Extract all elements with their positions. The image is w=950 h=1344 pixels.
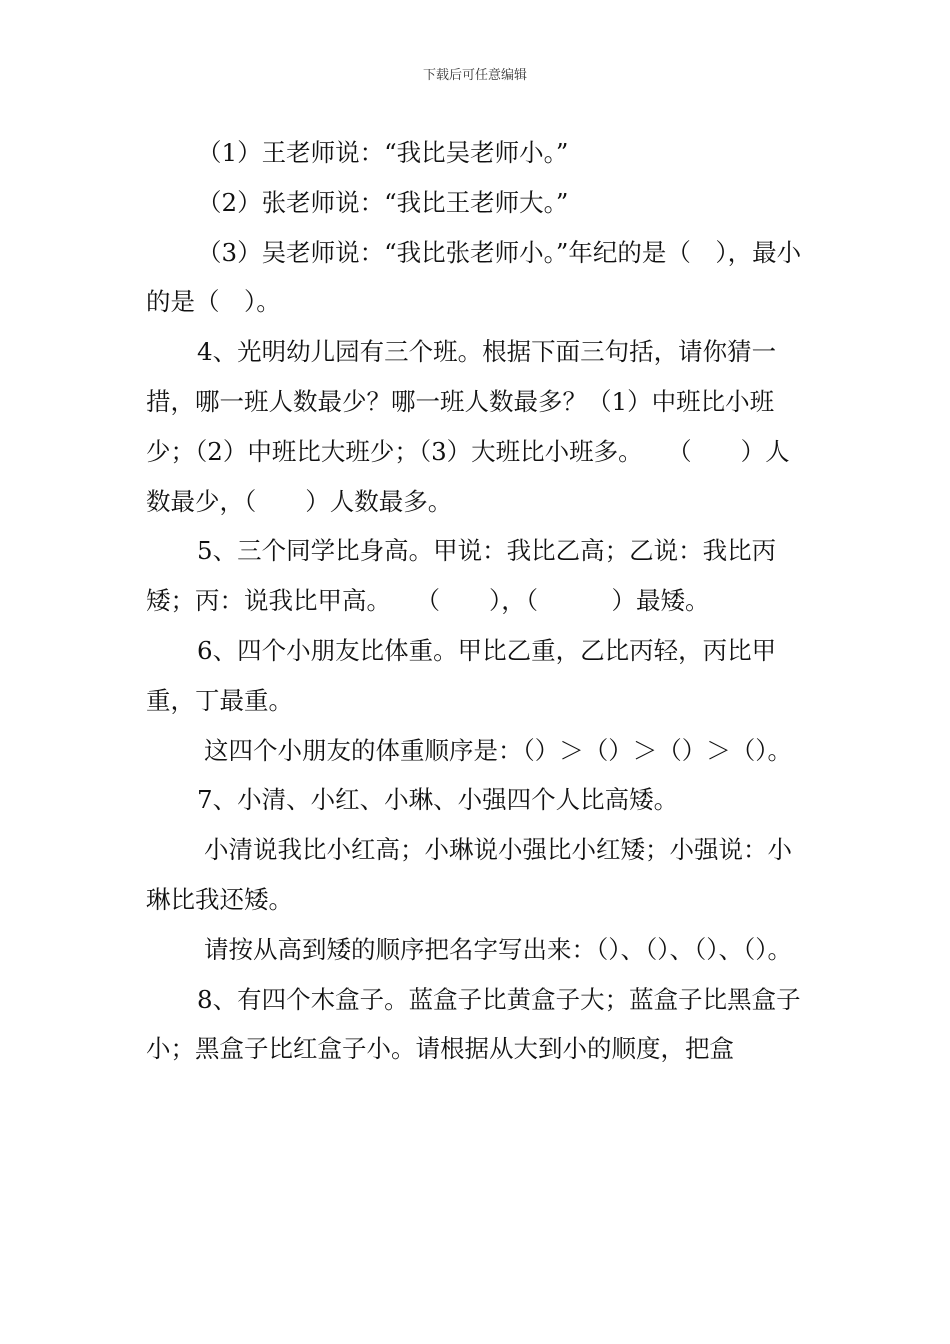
paragraph-question-6: 6、四个小朋友比体重。甲比乙重，乙比丙轻，丙比甲重，丁最重。 (146, 635, 777, 715)
paragraph-question-5: 5、三个同学比身高。甲说：我比乙高；乙说：我比丙矮；丙：说我比甲高。 （ ），（ ）最矮。 (146, 536, 777, 616)
paragraph-question-7-detail: 小清说我比小红高；小琳说小强比小红矮；小强说：小琳比我还矮。 (146, 835, 792, 914)
paragraph-statement-2: （2）张老师说：“我比王老师大。” (197, 187, 569, 217)
paragraph-question-7-answer: 请按从高到矮的顺序把名字写出来：（）、（）、（）、（）。 (204, 934, 792, 964)
document-body (146, 128, 810, 1074)
paragraph-statement-1: （1）王老师说：“我比吴老师小。” (197, 138, 569, 167)
page-header-note: 下载后可任意编辑 (422, 68, 527, 83)
paragraph-statement-3: （3）吴老师说：“我比张老师小。”年纪的是（ ），最小的是（ ）。 (146, 237, 802, 317)
paragraph-question-6-answer: 这四个小朋友的体重顺序是：（）＞（）＞（）＞（）。 (204, 735, 792, 765)
paragraph-question-8: 8、有四个木盒子。蓝盒子比黄盒子大；蓝盒子比黑盒子小；黑盒子比红盒子小。请根据从大到小的顺度，把盒 (146, 984, 801, 1064)
paragraph-question-4: 4、光明幼儿园有三个班。根据下面三句括，请你猜一措，哪一班人数最少？哪一班人数最多？（1）中班比小班少；（2）中班比大班少；（3）大班比小班多。 （ ）人数最少，（ ）人数最多。 (146, 337, 790, 516)
paragraph-question-7: 7、小清、小红、小琳、小强四个人比高矮。 (197, 785, 679, 815)
